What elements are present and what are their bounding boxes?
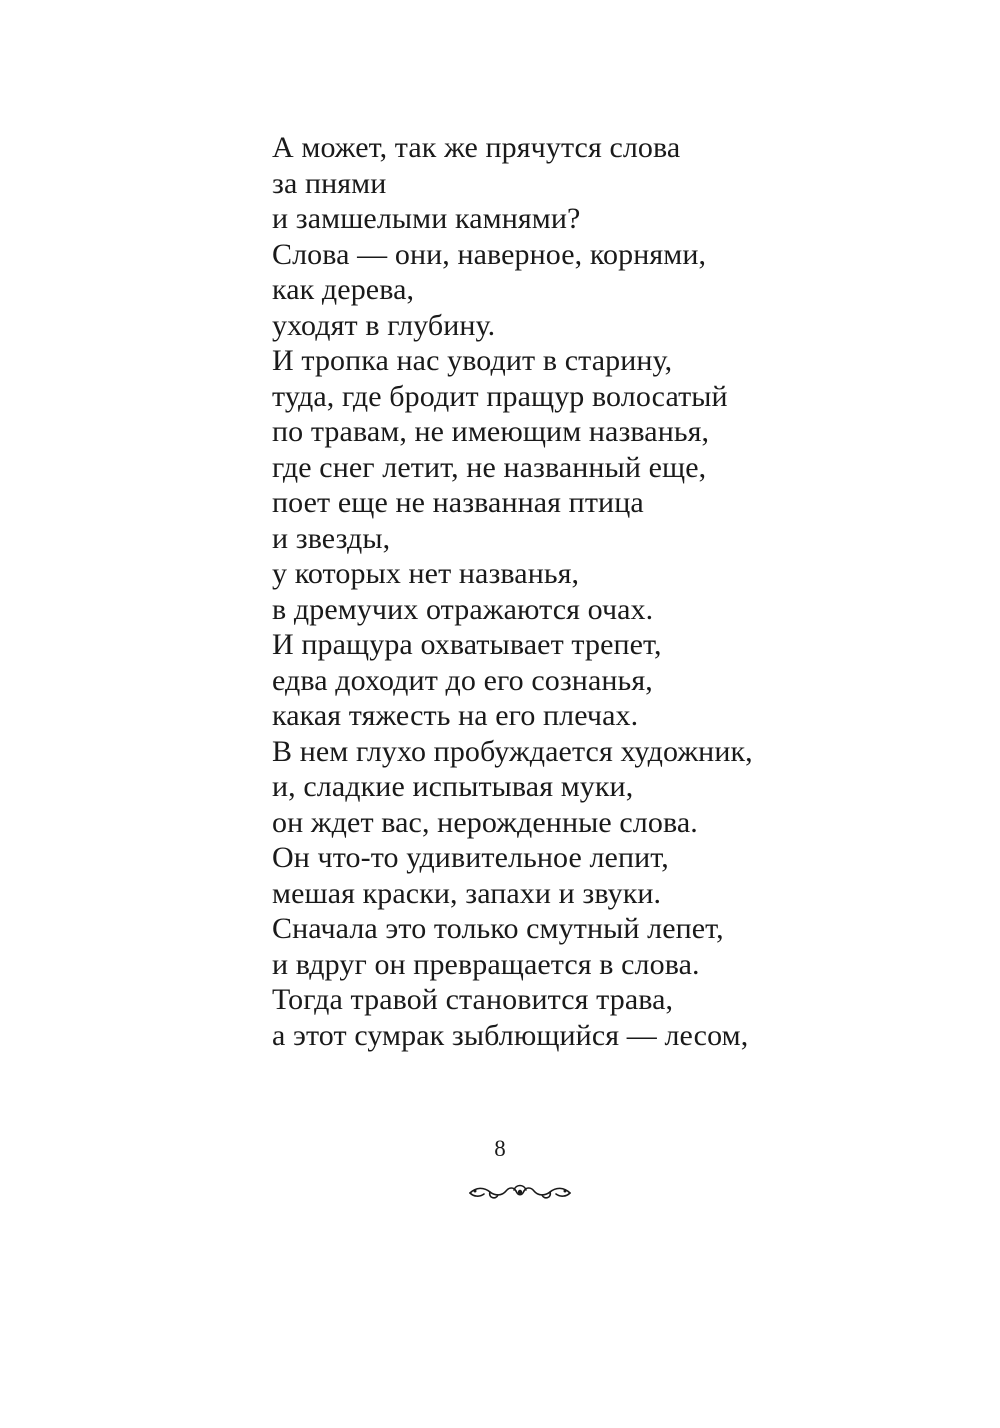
poem-text	[272, 130, 912, 1053]
poem-line: уходят в глубину.	[272, 308, 496, 342]
poem-line: И пращура охватывает трепет,	[272, 628, 662, 661]
poem-line: а этот сумрак зыблющийся — лесом,	[272, 1018, 749, 1052]
poem-line: В нем глухо пробуждается художник,	[272, 734, 753, 768]
poem-line: и звезды,	[272, 521, 391, 555]
decorative-scroll-icon	[466, 1178, 574, 1206]
poem-line: какая тяжесть на его плечах.	[272, 699, 639, 732]
poem-line: у которых нет названья,	[272, 557, 580, 590]
poem-line: Слова — они, наверное, корнями,	[272, 237, 707, 271]
poem-line: Сначала это только смутный лепет,	[272, 912, 724, 945]
poem-line: А может, так же прячутся слова	[272, 131, 681, 164]
poem-line: Тогда травой становится трава,	[272, 983, 674, 1016]
poem-line: по травам, не имеющим названья,	[272, 415, 710, 448]
poem-line: в дремучих отражаются очах.	[272, 592, 654, 626]
poem-line: Он что-то удивительное лепит,	[272, 841, 669, 874]
poem-line: за пнями	[272, 166, 387, 200]
page-number: 8	[494, 1136, 506, 1161]
poem-line: поет еще не названная птица	[272, 486, 644, 519]
poem-line: как дерева,	[272, 273, 415, 306]
poem-line: и замшелыми камнями?	[272, 202, 581, 235]
poem-line: где снег летит, не названный еще,	[272, 450, 707, 484]
poem-line: и вдруг он превращается в слова.	[272, 947, 700, 981]
poem-line: едва доходит до его сознанья,	[272, 663, 653, 697]
poem-line: И тропка нас уводит в старину,	[272, 344, 673, 377]
poem-line: и, сладкие испытывая муки,	[272, 770, 634, 803]
poem-line: мешая краски, запахи и звуки.	[272, 876, 662, 910]
poem-line: туда, где бродит пращур волосатый	[272, 379, 728, 413]
poem-line: он ждет вас, нерожденные слова.	[272, 805, 698, 839]
